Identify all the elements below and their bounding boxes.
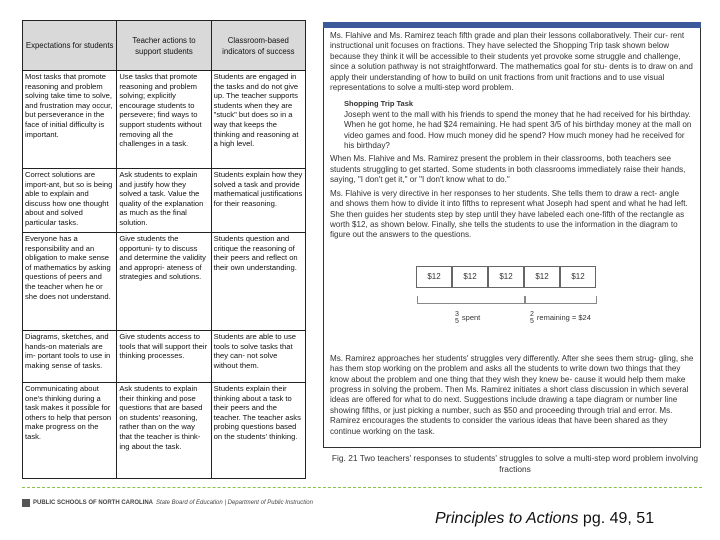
fraction-numerator: 2 <box>530 310 534 318</box>
tape-cell: $12 <box>452 266 488 288</box>
header-teacher-actions: Teacher actions to support students <box>117 21 211 71</box>
remaining-label <box>530 311 591 325</box>
tape-cell: $12 <box>560 266 596 288</box>
table-cell: Diagrams, sketches, and hands-on materials are im- portant tools to use in making sense of tasks. <box>23 331 117 383</box>
table-row <box>23 331 306 383</box>
task-title: Shopping Trip Task <box>344 99 414 109</box>
intro-paragraph: Ms. Flahive and Ms. Ramirez teach fifth grade and plan their lessons collaboratively. Their cur- rent instructional unit focuses on fractions. They have selected the Shopping Trip task shown below because they think it will be accessible to their students yet provoke some struggle and challenge, since a solution pathway is not straightforward. The mathematics goal for stu- dents is to draw on and apply their understanding of how to build on unit fractions from unit fractions and to use visual representations to solve a multi-step word problem. <box>330 31 693 93</box>
figure-caption: Fig. 21 Two teachers' responses to students' struggles to solve a multi-step word problem involving fractions <box>331 453 699 474</box>
remaining-brace <box>525 296 597 304</box>
tape-cell: $12 <box>524 266 560 288</box>
table-cell: Students explain their thinking about a task to their peers and the teacher. The teacher asks probing questions based on the students' thinking. <box>211 383 305 479</box>
spent-brace <box>417 296 525 304</box>
fraction-denominator: 5 <box>455 317 459 325</box>
table-cell: Students are able to use tools to solve tasks that they can- not solve without them. <box>211 331 305 383</box>
paragraph-ramirez: Ms. Ramirez approaches her students' struggles very differently. After she sees them strug- gling, she has them stop working on the problem and asks all the students to write down two things that they know about the problem and one thing that they wish they knew be- cause it would help them make progress in solving the probem. Then Ms. Ramirez initiates a short class discussion in which several ideas are offered for what to do next. Suggestions include drawing a tape diagram or number line showing fifths, or just picking a number, such as $50 and proceeding through trial and error. Ms. Ramirez encourages the students to consider the various ideas that have been shared as they continue working on the task. <box>330 353 694 436</box>
shopping-trip-task <box>330 99 694 151</box>
paragraph-flahive: Ms. Flahive is very directive in her responses to her students. She tells them to draw a rect- angle and shows them how to divide it into fifths to represent what Joseph had spent and what he had left. She then guides her students step by step until they have labeled each one-fifth of the rectangle as worth $12, as shown below. Finally, she tells the students to use the information in the diagram to figure out the answers to the questions. <box>330 188 688 240</box>
citation-title: Principles to Actions <box>435 510 579 527</box>
ncdpi-logo-icon <box>22 499 30 507</box>
table-cell: Students question and critique the reasoning of their peers and reflect on their own understanding. <box>211 233 305 331</box>
task-text: Joseph went to the mall with his friends to spend the money that he had received for his birthday. When he got home, he had $24 remaining. He had spent 3/5 of his birthday money at the mall on video games and food. How much money did he spend? How much money had he received for his birthday? <box>344 109 692 151</box>
table-row <box>23 169 306 233</box>
remaining-text: remaining = $24 <box>536 312 591 322</box>
header-expectations: Expectations for students <box>23 21 117 71</box>
table-row <box>23 233 306 331</box>
table-cell: Communicating about one's thinking during a task makes it possible for others to help that person make progress on the task. <box>23 383 117 479</box>
expectations-table <box>22 20 306 479</box>
table-cell: Students are engaged in the tasks and do not give up. The teacher supports students when they are "stuck" but does so in a way that keeps the thinking and reasoning at a high level. <box>211 71 305 169</box>
table-cell: Most tasks that promote reasoning and problem solving take time to solve, and frustration may occur, but perseverance in the face of initial difficulty is important. <box>23 71 117 169</box>
vignette-box <box>323 28 701 448</box>
spent-label <box>455 311 480 325</box>
table-cell: Give students access to tools that will support their thinking processes. <box>117 331 211 383</box>
paragraph-struggle: When Ms. Flahive and Ms. Ramirez present the problem in their classrooms, both teachers see students struggling to get started. Some students in both classrooms immediately raise their hands, saying, "I don't get it," or "I don't know what to do." <box>330 154 686 185</box>
table-cell: Ask students to explain and justify how they solved a task. Value the quality of the explanation as much as the final solution. <box>117 169 211 233</box>
table-row <box>23 383 306 479</box>
table-cell: Use tasks that promote reasoning and problem solving; explicitly encourage students to persevere; find ways to support students without removing all the challenges in a task. <box>117 71 211 169</box>
divider <box>22 487 702 488</box>
table-cell: Everyone has a responsibility and an obligation to make sense of mathematics by asking questions of peers and the teacher when he or she does not understand. <box>23 233 117 331</box>
spent-text: spent <box>461 312 481 322</box>
table-cell: Students explain how they solved a task and provide mathematical justifications for their reasoning. <box>211 169 305 233</box>
table-row <box>23 71 306 169</box>
footer-org: PUBLIC SCHOOLS OF NORTH CAROLINA <box>33 500 153 506</box>
citation-pages: pg. 49, 51 <box>582 510 655 527</box>
table-cell: Ask students to explain their thinking and pose questions that are based on students' reasoning, rather than on the way that the teacher is think- ing about the task. <box>117 383 211 479</box>
header-indicators: Classroom-based indicators of success <box>211 21 305 71</box>
table-cell: Correct solutions are import-ant, but so is being able to explain and discuss how one thought about and solved particular tasks. <box>23 169 117 233</box>
footer-sub: State Board of Education | Department of Public Instruction <box>156 500 313 506</box>
fraction-numerator: 3 <box>455 310 459 318</box>
tape-diagram <box>330 244 694 354</box>
vignette-panel <box>323 22 701 450</box>
citation <box>435 510 654 528</box>
tape-cell: $12 <box>488 266 524 288</box>
tape-cell: $12 <box>416 266 452 288</box>
table-cell: Give students the opportuni- ty to discuss and determine the validity and appropri- ateness of strategies and solutions. <box>117 233 211 331</box>
footer <box>22 499 313 507</box>
fraction-denominator: 5 <box>530 317 534 325</box>
